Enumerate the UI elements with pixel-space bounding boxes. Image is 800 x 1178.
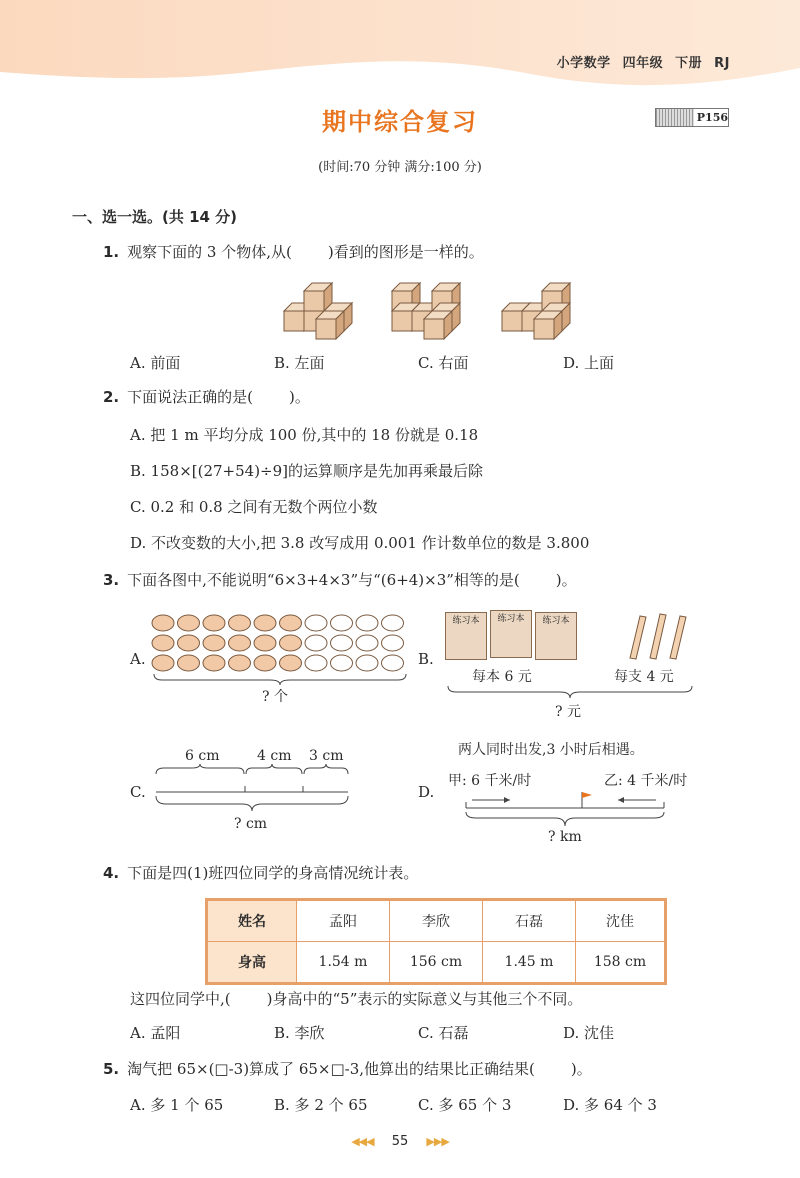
q3-text-pre: 下面各图中,不能说明“6×3+4×3”与“(6+4)×3”相等的是( [127, 571, 520, 589]
q4-number: 4. [103, 864, 120, 882]
question-1 [103, 241, 484, 262]
notebook: 练习本 [490, 610, 532, 658]
q3-option-a[interactable]: A. [130, 650, 146, 668]
q3c-seg1: 6 cm [185, 748, 220, 764]
meeting-diagram [460, 786, 670, 830]
q3d-right-speed: 乙: 4 千米/时 [604, 773, 688, 789]
q3b-pen-price: 每支 4 元 [614, 669, 674, 685]
q3d-caption: 两人同时出发,3 小时后相遇。 [458, 742, 644, 758]
filled-oval [152, 615, 174, 631]
question-2 [103, 386, 310, 407]
empty-oval [382, 615, 404, 631]
grade-text: 四年级 [622, 56, 664, 71]
q2-option-d[interactable]: D. 不改变数的大小,把 3.8 改写成用 0.001 作计数单位的数是 3.800 [130, 534, 590, 552]
table-row [208, 942, 665, 983]
subject-text: 小学数学 [556, 56, 611, 71]
q3-text-post: )。 [555, 571, 577, 589]
filled-oval [178, 615, 200, 631]
cube-figure-1 [284, 283, 352, 339]
empty-oval [331, 635, 353, 651]
q2-number: 2. [103, 388, 120, 406]
notebook: 练习本 [445, 612, 487, 660]
table-row [208, 901, 665, 942]
q5-option-a[interactable]: A. 多 1 个 65 [130, 1096, 224, 1114]
cube-figure-2 [392, 283, 460, 339]
answer-ref-tag [655, 108, 729, 127]
q3a-total: ? 个 [262, 689, 288, 705]
filled-oval [229, 615, 251, 631]
q1-option-d[interactable]: D. 上面 [563, 354, 615, 372]
q3-number: 3. [103, 571, 120, 589]
q5-option-b[interactable]: B. 多 2 个 65 [274, 1096, 368, 1114]
q5-text-pre: 淘气把 65×(□-3)算成了 65×□-3,他算出的结果比正确结果( [127, 1060, 535, 1078]
notebook: 练习本 [535, 612, 577, 660]
q4-question [130, 988, 582, 1009]
q3b-total: ? 元 [555, 704, 581, 720]
q3-option-d[interactable]: D. [418, 783, 435, 801]
brace-b [446, 684, 694, 700]
q2-option-b[interactable]: B. 158×[(27+54)÷9]的运算顺序是先加再乘最后除 [130, 462, 484, 480]
table-cell: 156 cm [390, 942, 483, 983]
empty-oval [331, 615, 353, 631]
empty-oval [305, 655, 327, 671]
table-cell: 孟阳 [297, 901, 390, 942]
table-cell: 1.54 m [297, 942, 390, 983]
filled-oval [203, 635, 225, 651]
empty-oval [382, 655, 404, 671]
filled-oval [280, 655, 302, 671]
page-title: 期中综合复习 [322, 108, 478, 136]
brace-a [152, 672, 408, 686]
page-footer [0, 1134, 800, 1149]
cube-figure-3 [502, 283, 570, 339]
barcode-icon [656, 109, 694, 126]
q4-text-pre: 这四位同学中,( [130, 990, 231, 1008]
question-4 [103, 862, 418, 883]
q4-option-a[interactable]: A. 孟阳 [130, 1024, 181, 1042]
empty-oval [356, 655, 378, 671]
filled-oval [280, 615, 302, 631]
q3c-seg3: 3 cm [309, 748, 344, 764]
q3-option-c[interactable]: C. [130, 783, 146, 801]
q3d-total: ? km [548, 829, 582, 845]
cube-figures [280, 275, 580, 340]
q2-text-post: )。 [289, 388, 310, 406]
q3c-total: ? cm [234, 816, 268, 832]
filled-oval [254, 615, 276, 631]
ref-tag-text: P156 [696, 111, 728, 124]
empty-oval [305, 615, 327, 631]
notebooks [445, 608, 585, 660]
filled-oval [152, 635, 174, 651]
filled-oval [229, 635, 251, 651]
q5-number: 5. [103, 1060, 120, 1078]
filled-oval [229, 655, 251, 671]
q4-option-b[interactable]: B. 李欣 [274, 1024, 325, 1042]
question-3 [103, 569, 577, 590]
segment-diagram [152, 764, 352, 814]
book-label [545, 52, 730, 71]
height-table [205, 898, 667, 985]
pens-icon [622, 608, 692, 660]
table-header: 身高 [208, 942, 297, 983]
q4-text: 下面是四(1)班四位同学的身高情况统计表。 [127, 864, 419, 882]
q1-text-post: )看到的图形是一样的。 [327, 243, 484, 261]
filled-oval [280, 635, 302, 651]
filled-oval [203, 615, 225, 631]
q3c-seg2: 4 cm [257, 748, 292, 764]
q2-text-pre: 下面说法正确的是( [127, 388, 253, 406]
q5-text-post: )。 [570, 1060, 592, 1078]
filled-oval [152, 655, 174, 671]
q2-option-c[interactable]: C. 0.2 和 0.8 之间有无数个两位小数 [130, 498, 378, 516]
q3b-book-price: 每本 6 元 [472, 669, 532, 685]
next-arrows-icon: ▶▶▶ [426, 1135, 449, 1148]
q1-number: 1. [103, 243, 120, 261]
q1-option-c[interactable]: C. 右面 [418, 354, 469, 372]
filled-oval [254, 655, 276, 671]
q4-option-d[interactable]: D. 沈佳 [563, 1024, 615, 1042]
table-header: 姓名 [208, 901, 297, 942]
oval-grid [150, 612, 410, 676]
q2-option-a[interactable]: A. 把 1 m 平均分成 100 份,其中的 18 份就是 0.18 [130, 426, 479, 444]
prev-arrows-icon: ◀◀◀ [351, 1135, 374, 1148]
question-5 [103, 1058, 592, 1079]
time-note: (时间:70 分钟 满分:100 分) [318, 160, 482, 175]
q3-option-b[interactable]: B. [418, 650, 434, 668]
q5-option-d[interactable]: D. 多 64 个 3 [563, 1096, 657, 1114]
empty-oval [356, 635, 378, 651]
table-cell: 沈佳 [576, 901, 665, 942]
table-cell: 158 cm [576, 942, 665, 983]
page-number: 55 [391, 1134, 409, 1149]
edition-text: RJ [714, 56, 730, 71]
filled-oval [203, 655, 225, 671]
q5-option-c[interactable]: C. 多 65 个 3 [418, 1096, 512, 1114]
empty-oval [305, 635, 327, 651]
empty-oval [331, 655, 353, 671]
q1-option-b[interactable]: B. 左面 [274, 354, 325, 372]
empty-oval [356, 615, 378, 631]
filled-oval [254, 635, 276, 651]
section-heading: 一、选一选。(共 14 分) [72, 208, 238, 226]
table-cell: 石磊 [483, 901, 576, 942]
table-cell: 1.45 m [483, 942, 576, 983]
term-text: 下册 [675, 56, 703, 71]
q1-text-pre: 观察下面的 3 个物体,从( [127, 243, 292, 261]
table-cell: 李欣 [390, 901, 483, 942]
q3d-left-speed: 甲: 6 千米/时 [448, 773, 532, 789]
filled-oval [178, 635, 200, 651]
filled-oval [178, 655, 200, 671]
q1-option-a[interactable]: A. 前面 [130, 354, 181, 372]
q4-option-c[interactable]: C. 石磊 [418, 1024, 469, 1042]
q4-text-post: )身高中的“5”表示的实际意义与其他三个不同。 [266, 990, 583, 1008]
empty-oval [382, 635, 404, 651]
